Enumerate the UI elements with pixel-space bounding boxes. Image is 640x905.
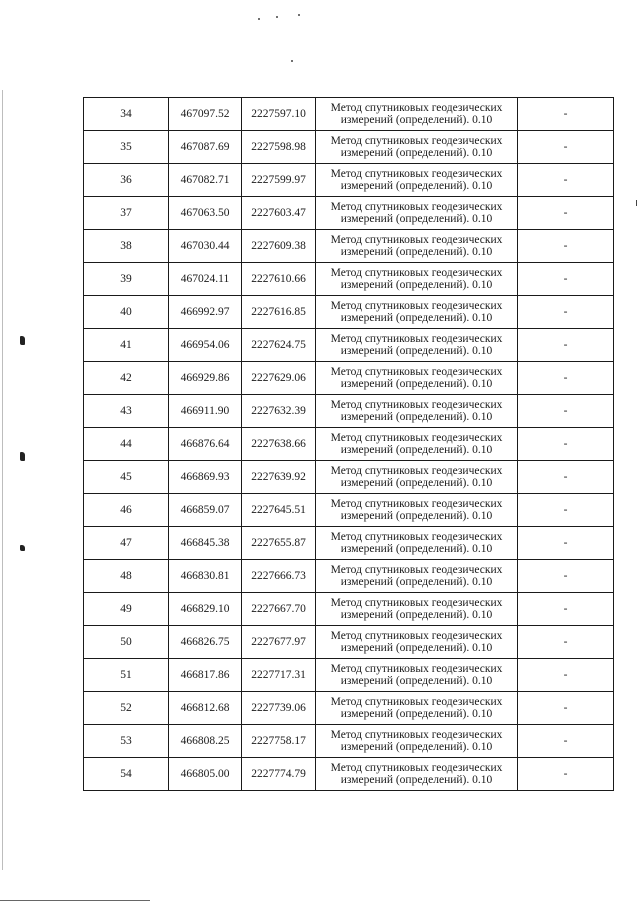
table-row (84, 428, 614, 461)
point-number-cell: 36 (84, 164, 169, 197)
extra-cell: - (518, 461, 614, 494)
method-line-2: измерений (определений). 0.10 (340, 444, 493, 456)
method-line-1: Метод спутниковых геодезических (330, 531, 503, 543)
table-row (84, 131, 614, 164)
method-line-2: измерений (определений). 0.10 (340, 609, 493, 621)
table-row (84, 692, 614, 725)
extra-cell: - (518, 527, 614, 560)
method-cell (316, 692, 518, 725)
point-number-cell: 41 (84, 329, 169, 362)
method-line-1: Метод спутниковых геодезических (330, 267, 503, 279)
point-number-cell: 47 (84, 527, 169, 560)
x-coordinate-cell: 466929.86 (169, 362, 242, 395)
method-line-2: измерений (определений). 0.10 (340, 675, 493, 687)
extra-cell: - (518, 626, 614, 659)
scan-speck (291, 60, 293, 62)
y-coordinate-cell: 2227616.85 (242, 296, 316, 329)
x-coordinate-cell: 466845.38 (169, 527, 242, 560)
point-number-cell: 52 (84, 692, 169, 725)
point-number-cell: 44 (84, 428, 169, 461)
extra-cell: - (518, 164, 614, 197)
y-coordinate-cell: 2227624.75 (242, 329, 316, 362)
method-cell (316, 494, 518, 527)
method-line-2: измерений (определений). 0.10 (340, 279, 493, 291)
binding-hole-mark (20, 545, 25, 551)
method-line-1: Метод спутниковых геодезических (330, 696, 503, 708)
extra-cell: - (518, 428, 614, 461)
x-coordinate-cell: 466826.75 (169, 626, 242, 659)
extra-cell: - (518, 692, 614, 725)
method-line-2: измерений (определений). 0.10 (340, 642, 493, 654)
y-coordinate-cell: 2227599.97 (242, 164, 316, 197)
method-cell (316, 626, 518, 659)
method-line-1: Метод спутниковых геодезических (330, 135, 503, 147)
x-coordinate-cell: 467097.52 (169, 98, 242, 131)
extra-cell: - (518, 263, 614, 296)
table-row (84, 395, 614, 428)
method-line-2: измерений (определений). 0.10 (340, 477, 493, 489)
method-cell (316, 263, 518, 296)
point-number-cell: 42 (84, 362, 169, 395)
point-number-cell: 51 (84, 659, 169, 692)
method-line-1: Метод спутниковых геодезических (330, 399, 503, 411)
method-cell (316, 725, 518, 758)
method-line-1: Метод спутниковых геодезических (330, 432, 503, 444)
method-line-1: Метод спутниковых геодезических (330, 564, 503, 576)
y-coordinate-cell: 2227603.47 (242, 197, 316, 230)
method-cell (316, 593, 518, 626)
x-coordinate-cell: 466859.07 (169, 494, 242, 527)
point-number-cell: 37 (84, 197, 169, 230)
method-line-1: Метод спутниковых геодезических (330, 762, 503, 774)
table-row (84, 164, 614, 197)
coordinates-table (83, 97, 614, 791)
extra-cell: - (518, 494, 614, 527)
point-number-cell: 39 (84, 263, 169, 296)
y-coordinate-cell: 2227774.79 (242, 758, 316, 791)
method-cell (316, 98, 518, 131)
method-line-2: измерений (определений). 0.10 (340, 213, 493, 225)
method-cell (316, 758, 518, 791)
table-row (84, 461, 614, 494)
point-number-cell: 46 (84, 494, 169, 527)
y-coordinate-cell: 2227677.97 (242, 626, 316, 659)
scan-speck (276, 16, 278, 18)
extra-cell: - (518, 230, 614, 263)
y-coordinate-cell: 2227639.92 (242, 461, 316, 494)
method-cell (316, 329, 518, 362)
method-cell (316, 659, 518, 692)
method-cell (316, 296, 518, 329)
point-number-cell: 43 (84, 395, 169, 428)
extra-cell: - (518, 758, 614, 791)
x-coordinate-cell: 467030.44 (169, 230, 242, 263)
point-number-cell: 45 (84, 461, 169, 494)
extra-cell: - (518, 593, 614, 626)
method-cell (316, 164, 518, 197)
y-coordinate-cell: 2227610.66 (242, 263, 316, 296)
extra-cell: - (518, 329, 614, 362)
coordinates-table-body (84, 98, 614, 791)
y-coordinate-cell: 2227655.87 (242, 527, 316, 560)
x-coordinate-cell: 466876.64 (169, 428, 242, 461)
method-line-2: измерений (определений). 0.10 (340, 180, 493, 192)
y-coordinate-cell: 2227717.31 (242, 659, 316, 692)
method-line-1: Метод спутниковых геодезических (330, 630, 503, 642)
table-row (84, 626, 614, 659)
extra-cell: - (518, 131, 614, 164)
method-line-1: Метод спутниковых геодезических (330, 498, 503, 510)
method-line-2: измерений (определений). 0.10 (340, 411, 493, 423)
x-coordinate-cell: 467087.69 (169, 131, 242, 164)
table-row (84, 362, 614, 395)
table-row (84, 659, 614, 692)
y-coordinate-cell: 2227645.51 (242, 494, 316, 527)
table-row (84, 263, 614, 296)
extra-cell: - (518, 98, 614, 131)
method-cell (316, 428, 518, 461)
method-line-2: измерений (определений). 0.10 (340, 345, 493, 357)
method-line-2: измерений (определений). 0.10 (340, 774, 493, 786)
method-line-2: измерений (определений). 0.10 (340, 312, 493, 324)
method-line-2: измерений (определений). 0.10 (340, 378, 493, 390)
x-coordinate-cell: 466869.93 (169, 461, 242, 494)
y-coordinate-cell: 2227632.39 (242, 395, 316, 428)
method-line-1: Метод спутниковых геодезических (330, 597, 503, 609)
point-number-cell: 49 (84, 593, 169, 626)
binding-hole-mark (20, 336, 25, 345)
method-line-1: Метод спутниковых геодезических (330, 168, 503, 180)
y-coordinate-cell: 2227597.10 (242, 98, 316, 131)
y-coordinate-cell: 2227758.17 (242, 725, 316, 758)
point-number-cell: 53 (84, 725, 169, 758)
y-coordinate-cell: 2227629.06 (242, 362, 316, 395)
y-coordinate-cell: 2227638.66 (242, 428, 316, 461)
y-coordinate-cell: 2227598.98 (242, 131, 316, 164)
table-row (84, 758, 614, 791)
extra-cell: - (518, 197, 614, 230)
table-row (84, 560, 614, 593)
point-number-cell: 34 (84, 98, 169, 131)
table-row (84, 98, 614, 131)
method-line-2: измерений (определений). 0.10 (340, 510, 493, 522)
method-line-1: Метод спутниковых геодезических (330, 102, 503, 114)
point-number-cell: 38 (84, 230, 169, 263)
binding-hole-mark (20, 452, 25, 461)
x-coordinate-cell: 467024.11 (169, 263, 242, 296)
method-line-1: Метод спутниковых геодезических (330, 300, 503, 312)
method-cell (316, 230, 518, 263)
x-coordinate-cell: 466808.25 (169, 725, 242, 758)
method-line-1: Метод спутниковых геодезических (330, 465, 503, 477)
bottom-rule (0, 900, 150, 901)
x-coordinate-cell: 466911.90 (169, 395, 242, 428)
method-line-1: Метод спутниковых геодезических (330, 729, 503, 741)
point-number-cell: 50 (84, 626, 169, 659)
y-coordinate-cell: 2227667.70 (242, 593, 316, 626)
y-coordinate-cell: 2227609.38 (242, 230, 316, 263)
extra-cell: - (518, 725, 614, 758)
point-number-cell: 35 (84, 131, 169, 164)
method-line-1: Метод спутниковых геодезических (330, 201, 503, 213)
extra-cell: - (518, 395, 614, 428)
point-number-cell: 54 (84, 758, 169, 791)
x-coordinate-cell: 466805.00 (169, 758, 242, 791)
scan-speck (298, 14, 300, 16)
scan-mark (636, 200, 637, 206)
method-line-2: измерений (определений). 0.10 (340, 741, 493, 753)
page-edge-line (2, 90, 3, 870)
method-line-1: Метод спутниковых геодезических (330, 663, 503, 675)
table-row (84, 494, 614, 527)
y-coordinate-cell: 2227666.73 (242, 560, 316, 593)
x-coordinate-cell: 466829.10 (169, 593, 242, 626)
method-line-1: Метод спутниковых геодезических (330, 333, 503, 345)
method-cell (316, 461, 518, 494)
extra-cell: - (518, 296, 614, 329)
extra-cell: - (518, 362, 614, 395)
table-row (84, 527, 614, 560)
table-row (84, 296, 614, 329)
table-row (84, 725, 614, 758)
method-line-2: измерений (определений). 0.10 (340, 543, 493, 555)
method-line-1: Метод спутниковых геодезических (330, 234, 503, 246)
extra-cell: - (518, 659, 614, 692)
x-coordinate-cell: 466954.06 (169, 329, 242, 362)
x-coordinate-cell: 467082.71 (169, 164, 242, 197)
table-row (84, 329, 614, 362)
x-coordinate-cell: 467063.50 (169, 197, 242, 230)
method-cell (316, 362, 518, 395)
method-cell (316, 527, 518, 560)
x-coordinate-cell: 466992.97 (169, 296, 242, 329)
method-cell (316, 197, 518, 230)
method-cell (316, 395, 518, 428)
x-coordinate-cell: 466812.68 (169, 692, 242, 725)
table-row (84, 197, 614, 230)
method-line-2: измерений (определений). 0.10 (340, 147, 493, 159)
extra-cell: - (518, 560, 614, 593)
method-cell (316, 131, 518, 164)
method-line-2: измерений (определений). 0.10 (340, 576, 493, 588)
method-line-1: Метод спутниковых геодезических (330, 366, 503, 378)
point-number-cell: 48 (84, 560, 169, 593)
table-row (84, 593, 614, 626)
x-coordinate-cell: 466830.81 (169, 560, 242, 593)
method-line-2: измерений (определений). 0.10 (340, 708, 493, 720)
method-cell (316, 560, 518, 593)
method-line-2: измерений (определений). 0.10 (340, 246, 493, 258)
point-number-cell: 40 (84, 296, 169, 329)
method-line-2: измерений (определений). 0.10 (340, 114, 493, 126)
scan-speck (258, 18, 260, 20)
table-row (84, 230, 614, 263)
y-coordinate-cell: 2227739.06 (242, 692, 316, 725)
x-coordinate-cell: 466817.86 (169, 659, 242, 692)
